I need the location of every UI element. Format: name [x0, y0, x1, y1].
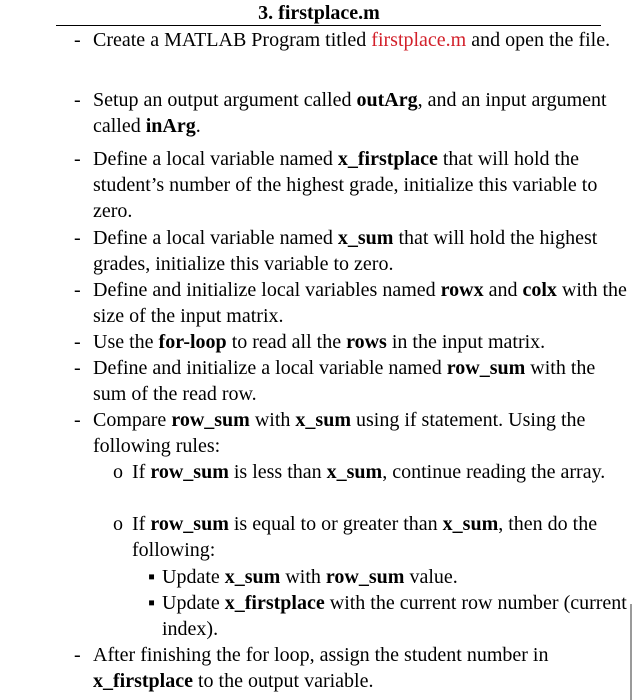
dash-bullet: -: [74, 279, 81, 301]
instruction-define-row-sum: [74, 355, 633, 407]
bold-term: x_sum: [295, 409, 351, 431]
bold-term: for-loop: [158, 331, 227, 353]
instruction-create-program: [74, 27, 633, 53]
bold-term: colx: [522, 279, 557, 301]
step-text: with the current row number (current index).: [162, 592, 627, 640]
rule-text: If: [132, 461, 151, 483]
bold-term: row_sum: [171, 409, 250, 431]
item-text: and open the file.: [466, 29, 611, 51]
instruction-setup-arguments: [74, 87, 633, 139]
instruction-define-firstplace: [74, 146, 633, 224]
item-text: .: [195, 115, 201, 137]
dash-bullet: -: [74, 89, 81, 111]
bold-term: x_firstplace: [224, 592, 325, 614]
bold-term: x_sum: [337, 227, 394, 249]
rule-text: If: [132, 513, 151, 535]
item-text: in the input matrix.: [386, 331, 546, 353]
bold-term: row_sum: [325, 566, 405, 588]
item-text: to the output variable.: [192, 670, 374, 692]
item-text: to read all the: [226, 331, 347, 353]
item-text: Compare: [93, 409, 172, 431]
filename-highlight: firstplace.m: [371, 29, 467, 51]
step-text: with: [280, 566, 326, 588]
instruction-for-loop: [74, 329, 633, 355]
item-text: , and an input argument called: [93, 89, 607, 137]
bold-term: inArg: [145, 115, 196, 137]
item-text: with the sum of the read row.: [93, 357, 596, 405]
dash-bullet: -: [74, 409, 81, 431]
bold-term: row_sum: [446, 357, 526, 379]
item-text: and: [483, 279, 523, 301]
circle-bullet: o: [113, 513, 123, 535]
bold-term: outArg: [356, 89, 418, 111]
instruction-define-sum: [74, 225, 633, 277]
dash-bullet: -: [74, 29, 81, 51]
title-divider: [56, 25, 601, 26]
bold-term: x_sum: [442, 513, 499, 535]
bold-term: row_sum: [150, 513, 229, 535]
rule-greater-equal: [113, 511, 632, 563]
bold-term: rows: [346, 331, 387, 353]
item-text: Define a local variable named: [93, 227, 338, 249]
instruction-compare: [74, 407, 633, 459]
item-text: Setup an output argument called: [93, 89, 357, 111]
step-text: value.: [404, 566, 458, 588]
rule-less-than: [113, 459, 632, 485]
page-edge-line: [630, 604, 632, 700]
item-text: Define a local variable named: [93, 148, 338, 170]
bold-term: x_sum: [326, 461, 383, 483]
dash-bullet: -: [74, 227, 81, 249]
bold-term: rowx: [440, 279, 484, 301]
bold-term: x_firstplace: [93, 670, 193, 692]
circle-bullet: o: [113, 461, 123, 483]
item-text: using if statement. Using the following rules:: [93, 409, 586, 457]
item-text: Define and initialize local variables named: [93, 279, 441, 301]
dash-bullet: -: [74, 331, 81, 353]
rule-text: is less than: [228, 461, 327, 483]
item-text: Define and initialize a local variable named: [93, 357, 447, 379]
dash-bullet: -: [74, 148, 81, 170]
item-text: After finishing the for loop, assign the student number in: [93, 644, 549, 666]
bold-term: x_firstplace: [337, 148, 438, 170]
item-text: Create a MATLAB Program titled: [93, 29, 372, 51]
instruction-define-size-vars: [74, 277, 633, 329]
item-text: that will hold the student’s number of the highest grade, initialize this variable to zero.: [93, 148, 598, 222]
item-text: with the size of the input matrix.: [93, 279, 627, 327]
rule-text: , continue reading the array.: [382, 461, 606, 483]
page-title: 3. firstplace.m: [258, 2, 380, 24]
dash-bullet: -: [74, 644, 81, 666]
dash-bullet: -: [74, 357, 81, 379]
bold-term: row_sum: [150, 461, 229, 483]
item-text: with: [249, 409, 296, 431]
instruction-assign-output: [74, 642, 633, 694]
rule-text: , then do the following:: [132, 513, 598, 561]
step-update-firstplace: [148, 590, 632, 642]
rule-text: is equal to or greater than: [228, 513, 443, 535]
bold-term: x_sum: [224, 566, 281, 588]
square-bullet: ▪: [148, 592, 156, 614]
square-bullet: ▪: [148, 566, 156, 588]
step-update-sum: [148, 564, 632, 590]
step-text: Update: [162, 566, 225, 588]
item-text: that will hold the highest grades, initialize this variable to zero.: [93, 227, 598, 275]
step-text: Update: [162, 592, 225, 614]
item-text: Use the: [93, 331, 159, 353]
